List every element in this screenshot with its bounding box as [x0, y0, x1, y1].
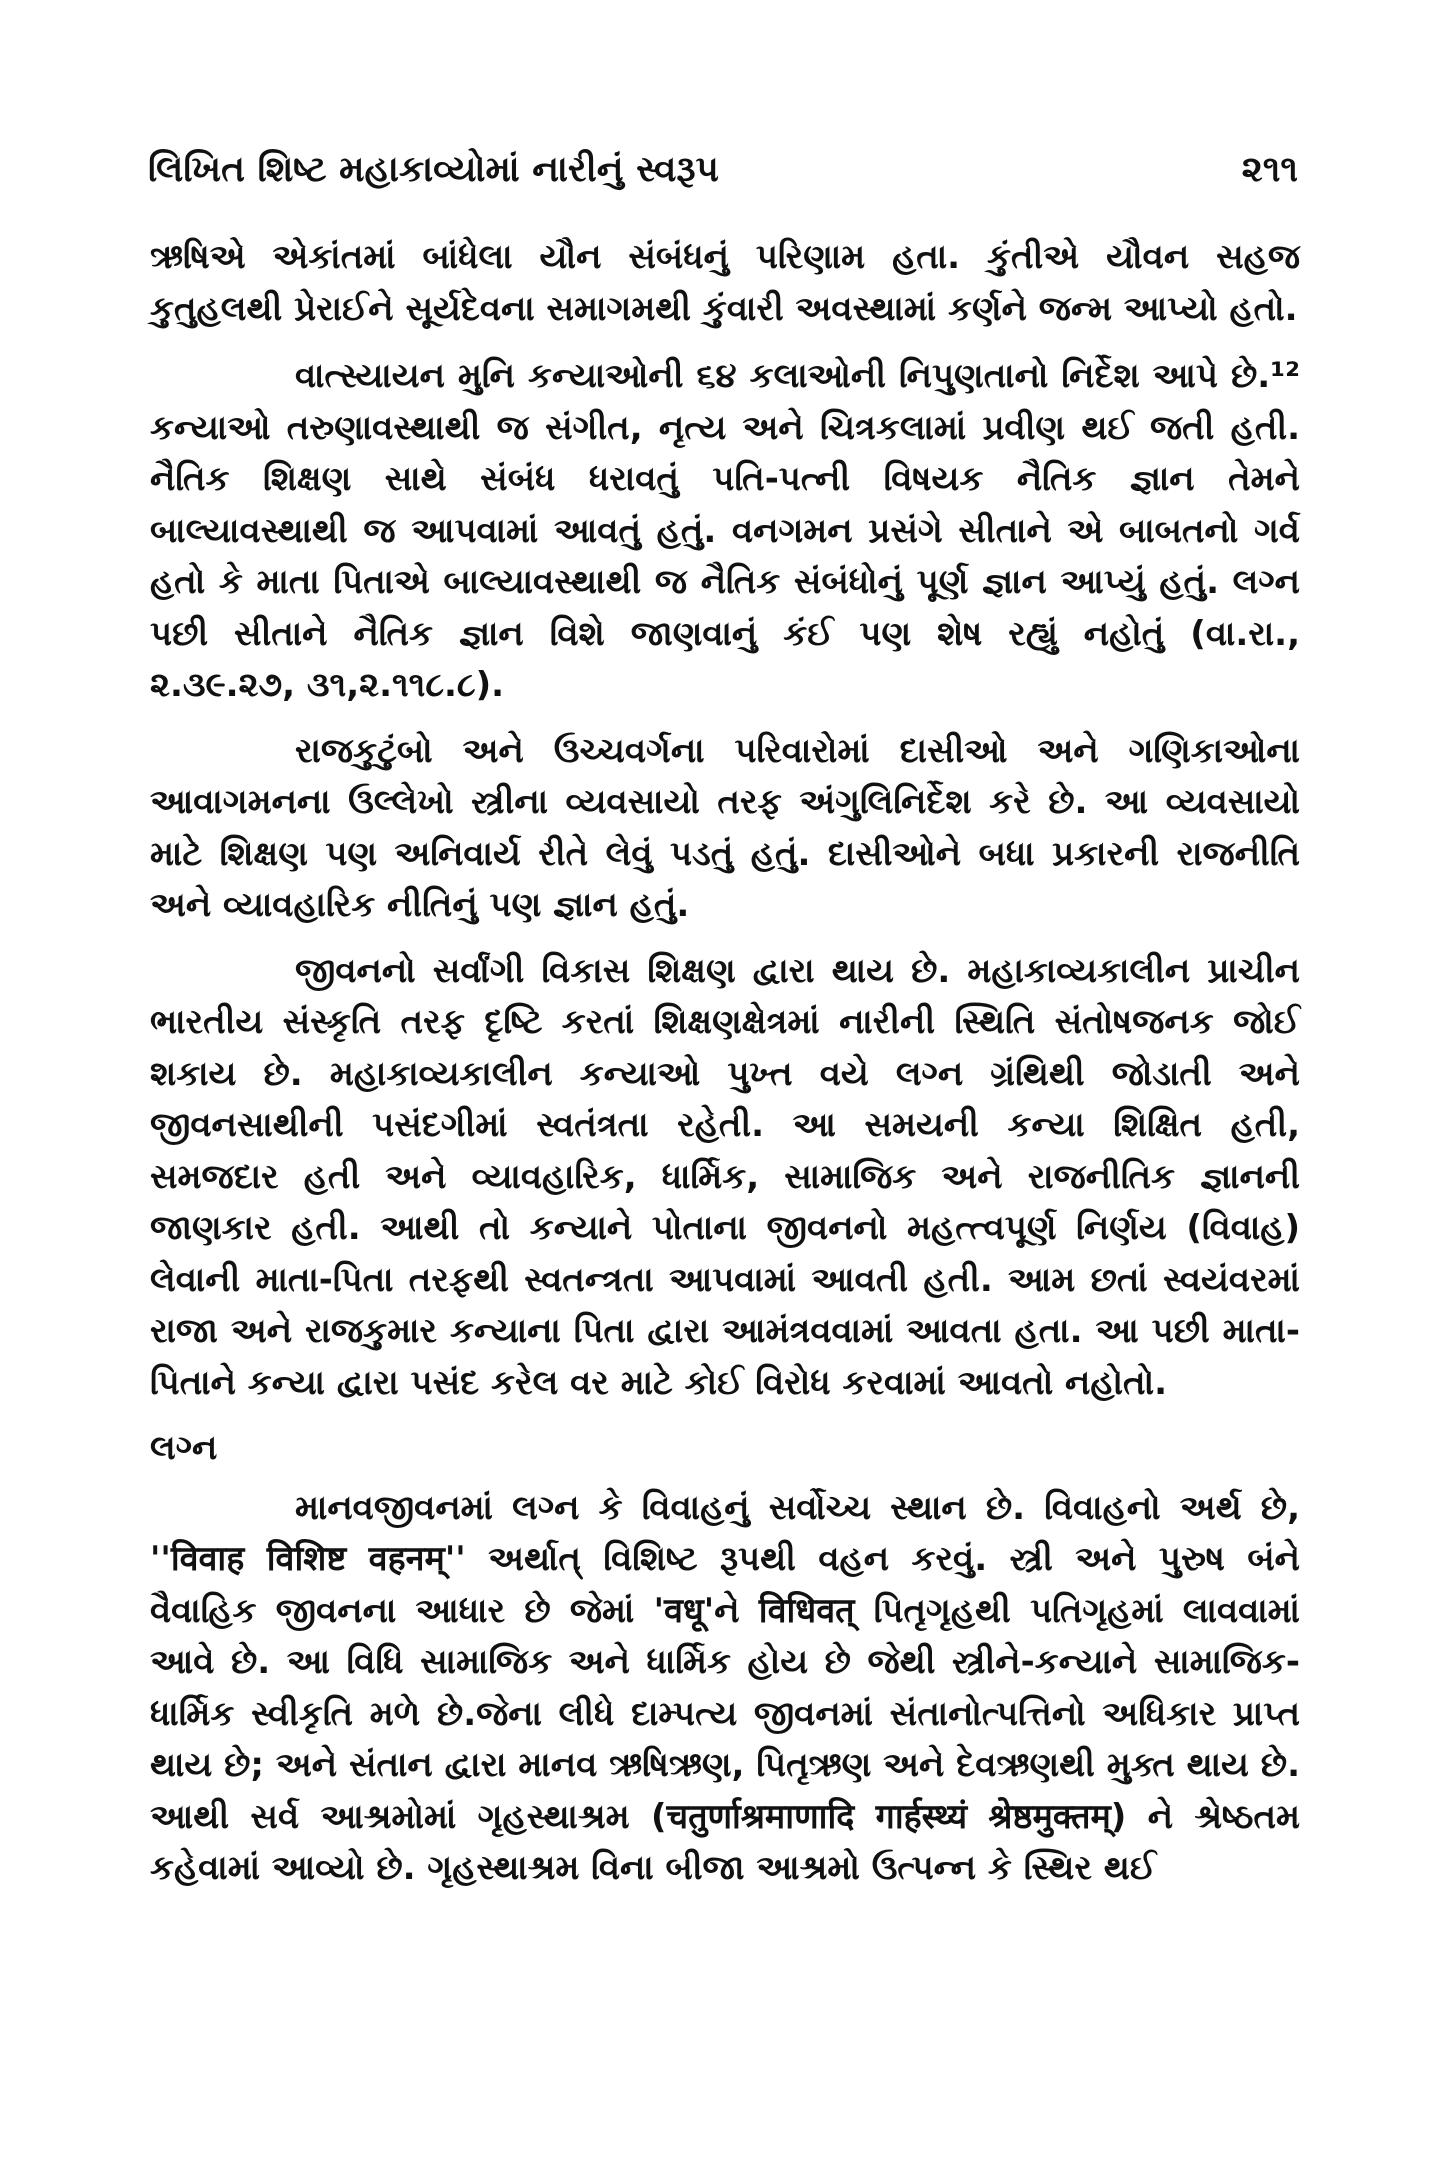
- running-title: લિખિત શિષ્ટ મહાકાવ્યોમાં નારીનું સ્વરૂપ: [148, 149, 719, 190]
- paragraph-education: જીવનનો સર્વાંગી વિકાસ શિક્ષણ દ્વારા થાય છે. મહાકાવ્યકાલીન પ્રાચીન ભારતીય સંસ્કૃતિ તરફ દૃષ્ટિ કરતાં શિક્ષણક્ષેત્રમાં નારીની સ્થિતિ સંતોષજનક જોઈ શકાય છે. મહાકાવ્યકાલીન કન્યાઓ પુખ્ત વયે લગ્ન ગ્રંથિથી જોડાતી અને જીવનસાથીની પસંદગીમાં સ્વતંત્રતા રહેતી. આ સમયની કન્યા શિક્ષિત હતી, સમજદાર હતી અને વ્યાવહારિક, ધાર્મિક, સામાજિક અને રાજનીતિક જ્ઞાનની જાણકાર હતી. આથી તો કન્યાને પોતાના જીવનનો મહત્ત્વપૂર્ણ નિર્ણય (વિવાહ) લેવાની માતા-પિતા તરફથી સ્વતન્ત્રતા આપવામાં આવતી હતી. આમ છતાં સ્વયંવરમાં રાજા અને રાજકુમાર કન્યાના પિતા દ્વારા આમંત્રવવામાં આવતા હતા. આ પછી માતા-પિતાને કન્યા દ્વારા પસંદ કરેલ વર માટે કોઈ વિરોધ કરવામાં આવતો નહોતો.: [150, 950, 1300, 1403]
- paragraph-royal-families: રાજકુટુંબો અને ઉચ્ચવર્ગના પરિવારોમાં દાસીઓ અને ગણિકાઓના આવાગમનના ઉલ્લેખો સ્ત્રીના વ્યવસાયો તરફ અંગુલિનિર્દેશ કરે છે. આ વ્યવસાયો માટે શિક્ષણ પણ અનિવાર્ય રીતે લેવું પડતું હતું. દાસીઓને બધા પ્રકારની રાજનીતિ અને વ્યાવહારિક નીતિનું પણ જ્ઞાન હતું.: [150, 730, 1300, 925]
- paragraph-vatsyayana: વાત્સ્યાયન મુનિ કન્યાઓની ૬૪ કલાઓની નિપુણતાનો નિર્દેશ આપે છે.¹² કન્યાઓ તરુણાવસ્થાથી જ સંગીત, નૃત્ય અને ચિત્રકલામાં પ્રવીણ થઈ જતી હતી. નૈતિક શિક્ષણ સાથે સંબંધ ધરાવતું પતિ-પત્ની વિષયક નૈતિક જ્ઞાન તેમને બાલ્યાવસ્થાથી જ આપવામાં આવતું હતું. વનગમન પ્રસંગે સીતાને એ બાબતનો ગર્વ હતો કે માતા પિતાએ બાલ્યાવસ્થાથી જ નૈતિક સંબંધોનું પૂર્ણ જ્ઞાન આપ્યું હતું. લગ્ન પછી સીતાને નૈતિક જ્ઞાન વિશે જાણવાનું કંઈ પણ શેષ રહ્યું નહોતું (વા.રા., ૨.૩૯.૨૭, ૩૧,૨.૧૧૮.૮).: [150, 356, 1300, 705]
- section-heading-marriage: લગ્ન: [150, 1428, 218, 1468]
- running-header: [148, 140, 1298, 200]
- paragraph-continuation: ઋષિએ એકાંતમાં બાંધેલા યૌન સંબંધનું પરિણામ હતા. કુંતીએ યૌવન સહજ કુતુહલથી પ્રેરાઈને સૂર્યદેવના સમાગમથી કુંવારી અવસ્થામાં કર્ણને જન્મ આપ્યો હતો.: [150, 237, 1300, 329]
- body-text: [150, 232, 1300, 1909]
- page-number: ૨૧૧: [1241, 149, 1298, 190]
- paragraph-marriage: માનવજીવનમાં લગ્ન કે વિવાહનું સર્વોચ્ચ સ્થાન છે. વિવાહનો અર્થ છે, ''विवाह विशिष्ट वहनम्'' અર્થાત્ વિશિષ્ટ રૂપથી વહન કરવું. સ્ત્રી અને પુરુષ બંને વૈવાહિક જીવનના આધાર છે જેમાં 'वधू'ને विधिवत् પિતૃગૃહથી પતિગૃહમાં લાવવામાં આવે છે. આ વિધિ સામાજિક અને ધાર્મિક હોય છે જેથી સ્ત્રીને-કન્યાને સામાજિક-ધાર્મિક સ્વીકૃતિ મળે છે.જેના લીધે દામ્પત્ય જીવનમાં સંતાનોત્પત્તિનો અધિકાર પ્રાપ્ત થાય છે; અને સંતાન દ્વારા માનવ ઋષિઋણ, પિતૃઋણ અને દેવઋણથી મુક્ત થાય છે. આથી સર્વ આશ્રમોમાં ગૃહસ્થાશ્રમ (चतुर्णाश्रमाणादि गार्हस्थ्यं श्रेष्ठमुक्तम्) ને શ્રેષ્ઠતમ કહેવામાં આવ્યો છે. ગૃહસ્થાશ્રમ વિના બીજા આશ્રમો ઉત્પન્ન કે સ્થિર થઈ: [150, 1487, 1300, 1888]
